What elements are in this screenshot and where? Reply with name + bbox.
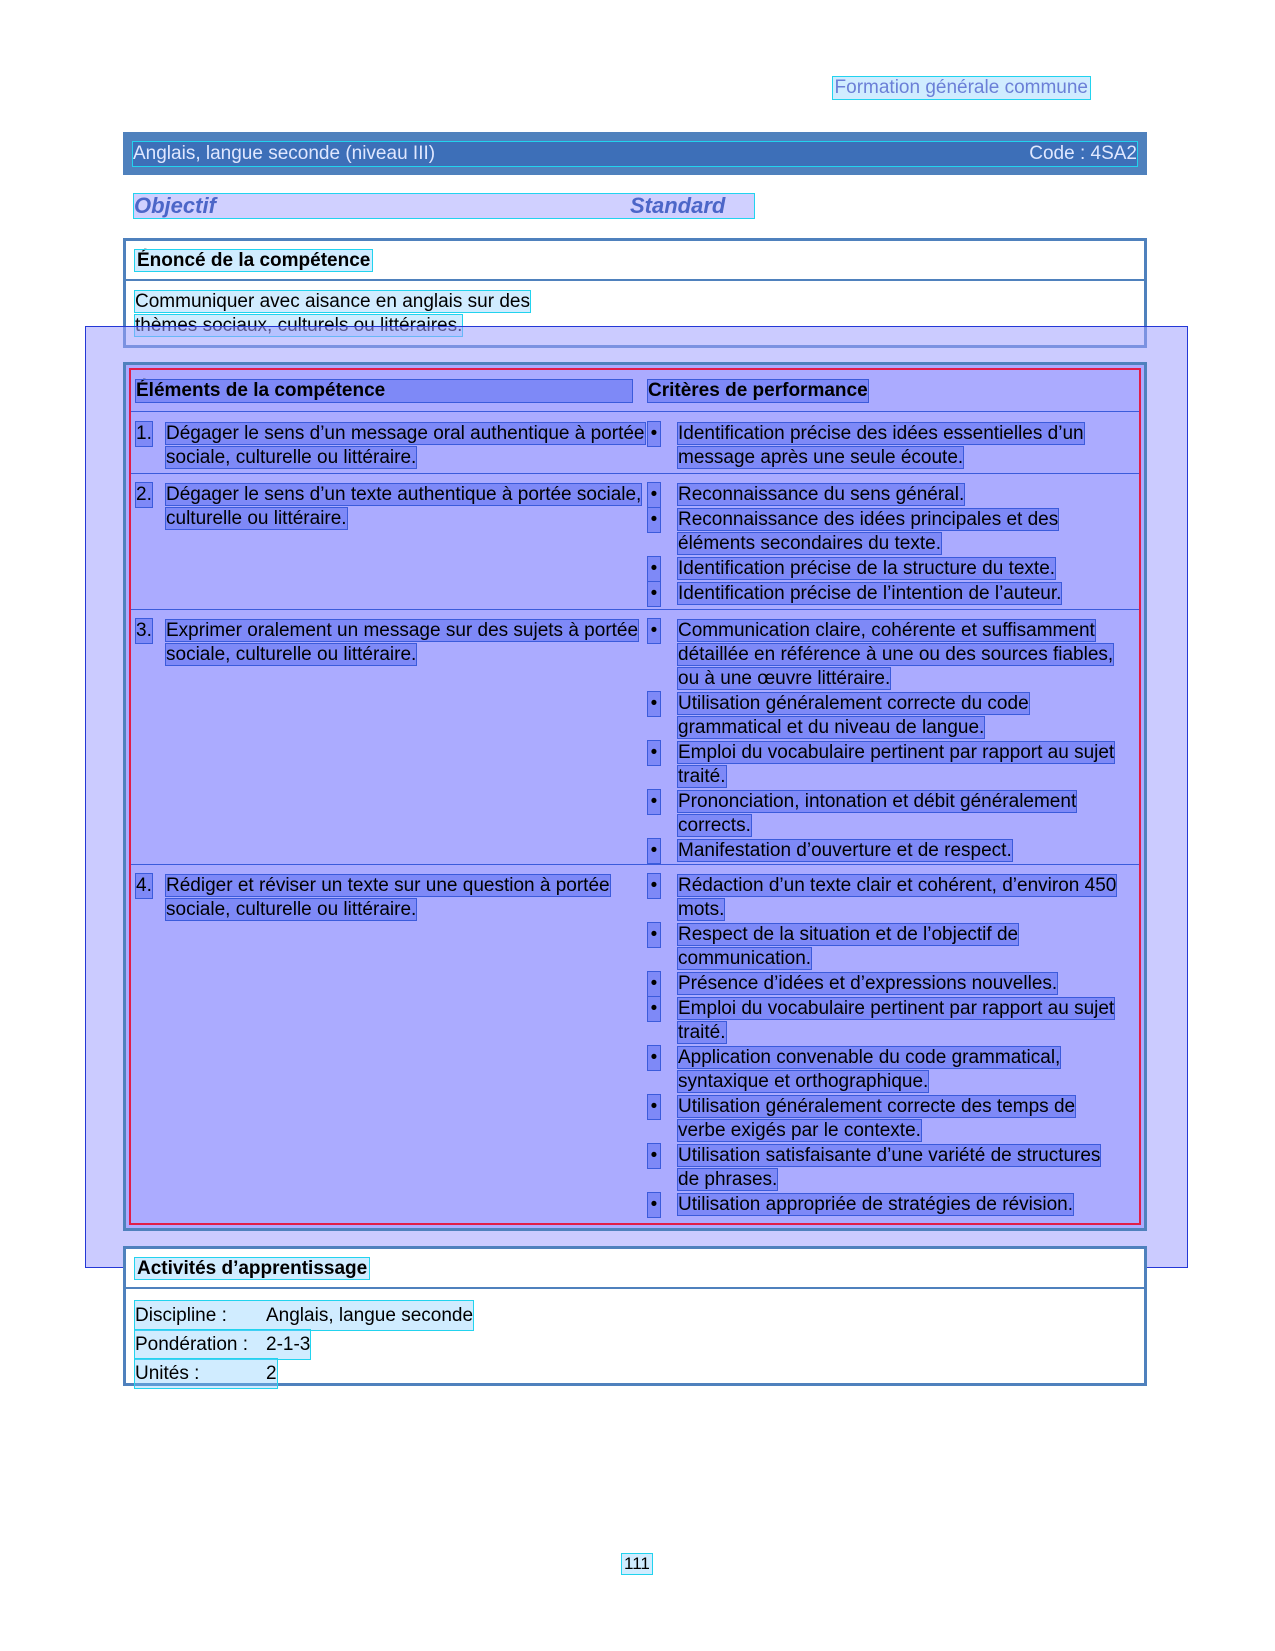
bullet-icon: • — [648, 923, 660, 947]
element-row — [131, 473, 1139, 610]
learning-activities-box — [123, 1246, 1147, 1386]
element-row — [131, 412, 1139, 474]
program-header: Formation générale commune — [834, 77, 1088, 98]
bullet-icon: • — [648, 1193, 660, 1217]
element-text — [136, 874, 653, 922]
criterion-text: Reconnaissance des idées principales et des éléments secondaires du texte. — [678, 509, 1059, 554]
criterion-text: Identification précise de l’intention de l’auteur. — [678, 583, 1062, 604]
criterion-item — [648, 483, 1126, 507]
element-text — [136, 483, 653, 531]
course-title-bar — [123, 132, 1147, 175]
criteria-list — [648, 874, 1126, 1218]
criterion-item — [648, 1095, 1126, 1143]
bullet-icon: • — [648, 508, 660, 532]
bullet-icon: • — [648, 582, 660, 606]
elements-heading: Éléments de la compétence — [136, 380, 632, 402]
element-number: 2. — [136, 484, 152, 505]
element-description: Dégager le sens d’un texte authentique à portée sociale, culturelle ou littéraire. — [166, 484, 642, 529]
element-description: Dégager le sens d’un message oral authentique à portée sociale, culturelle ou littéraire. — [166, 423, 645, 468]
element-row — [131, 609, 1139, 865]
bullet-icon: • — [648, 1095, 660, 1119]
discipline-row — [135, 1301, 1135, 1330]
bullet-icon: • — [648, 1144, 660, 1168]
criterion-text: Rédaction d’un texte clair et cohérent, d’environ 450 mots. — [678, 875, 1117, 920]
competence-elements-table — [123, 362, 1147, 1231]
criterion-text: Emploi du vocabulaire pertinent par rapport au sujet traité. — [678, 742, 1115, 787]
criterion-item — [648, 923, 1126, 971]
element-description: Exprimer oralement un message sur des sujets à portée sociale, culturelle ou littéraire. — [166, 620, 639, 665]
criterion-text: Utilisation généralement correcte du code grammatical et du niveau de langue. — [678, 693, 1029, 738]
units-label: Unités : — [135, 1363, 200, 1384]
criterion-item — [648, 972, 1126, 996]
criterion-item — [648, 741, 1126, 789]
criterion-text: Prononciation, intonation et débit généralement corrects. — [678, 791, 1077, 836]
criterion-item — [648, 839, 1126, 863]
course-name: Anglais, langue seconde (niveau III) — [133, 142, 436, 164]
course-code: Code : 4SA2 — [1029, 142, 1137, 164]
criterion-text: Utilisation satisfaisante d’une variété de structures de phrases. — [678, 1145, 1101, 1190]
activities-heading: Activités d’apprentissage — [137, 1258, 368, 1279]
standard-label: Standard — [630, 193, 726, 218]
units-value: 2 — [266, 1363, 277, 1384]
criterion-text: Présence d’idées et d’expressions nouvelles. — [678, 973, 1058, 994]
element-row — [131, 864, 1139, 1229]
bullet-icon: • — [648, 839, 660, 863]
criterion-text: Manifestation d’ouverture et de respect. — [678, 840, 1012, 861]
criterion-text: Identification précise des idées essentielles d’un message après une seule écoute. — [678, 423, 1084, 468]
bullet-icon: • — [648, 997, 660, 1021]
criterion-item — [648, 582, 1126, 606]
criterion-item — [648, 692, 1126, 740]
criterion-item — [648, 508, 1126, 556]
ponderation-value: 2-1-3 — [266, 1334, 311, 1355]
element-number: 4. — [136, 875, 152, 896]
bullet-icon: • — [648, 790, 660, 814]
bullet-icon: • — [648, 692, 660, 716]
criterion-text: Emploi du vocabulaire pertinent par rapport au sujet traité. — [678, 998, 1115, 1043]
bullet-icon: • — [648, 483, 660, 507]
criterion-text: Application convenable du code grammatical, syntaxique et orthographique. — [678, 1047, 1061, 1092]
criterion-item — [648, 997, 1126, 1045]
element-text — [136, 422, 653, 470]
bullet-icon: • — [648, 874, 660, 898]
objective-label: Objectif — [134, 193, 216, 218]
bullet-icon: • — [648, 1046, 660, 1070]
criteria-heading: Critères de performance — [648, 380, 868, 401]
criterion-item — [648, 557, 1126, 581]
bullet-icon: • — [648, 422, 660, 446]
criterion-text: Utilisation généralement correcte des temps de verbe exigés par le contexte. — [678, 1096, 1076, 1141]
element-number: 1. — [136, 423, 152, 444]
competence-text: Communiquer avec aisance en anglais sur des — [135, 290, 565, 338]
criterion-item — [648, 1144, 1126, 1192]
criterion-item — [648, 874, 1126, 922]
bullet-icon: • — [648, 741, 660, 765]
criterion-text: Utilisation appropriée de stratégies de révision. — [678, 1194, 1073, 1215]
elements-table-frame — [129, 368, 1141, 1225]
criterion-item — [648, 1193, 1126, 1217]
criterion-item — [648, 422, 1126, 470]
elements-table-header — [131, 370, 1139, 412]
discipline-label: Discipline : — [135, 1305, 227, 1326]
ponderation-label: Pondération : — [135, 1334, 249, 1355]
element-text — [136, 619, 653, 667]
competence-heading: Énoncé de la compétence — [137, 250, 371, 271]
criteria-list — [648, 619, 1126, 864]
page-number: 111 — [624, 1554, 650, 1573]
bullet-icon: • — [648, 972, 660, 996]
bullet-icon: • — [648, 619, 660, 643]
criterion-text: Respect de la situation et de l’objectif de communication. — [678, 924, 1019, 969]
units-row — [135, 1359, 1135, 1388]
bullet-icon: • — [648, 557, 660, 581]
element-number: 3. — [136, 620, 152, 641]
element-description: Rédiger et réviser un texte sur une question à portée sociale, culturelle ou littéraire. — [166, 875, 610, 920]
ponderation-row — [135, 1330, 1135, 1359]
criteria-list — [648, 483, 1126, 607]
objective-standard-row — [134, 194, 754, 218]
criterion-text: Identification précise de la structure du texte. — [678, 558, 1056, 579]
criterion-item — [648, 619, 1126, 691]
criterion-text: Communication claire, cohérente et suffisamment détaillée en référence à une ou des sources fiables, ou à une œuvre littéraire. — [678, 620, 1114, 689]
criterion-item — [648, 1046, 1126, 1094]
criterion-text: Reconnaissance du sens général. — [678, 484, 965, 505]
criterion-item — [648, 790, 1126, 838]
criteria-list — [648, 422, 1126, 471]
discipline-value: Anglais, langue seconde — [266, 1305, 474, 1326]
